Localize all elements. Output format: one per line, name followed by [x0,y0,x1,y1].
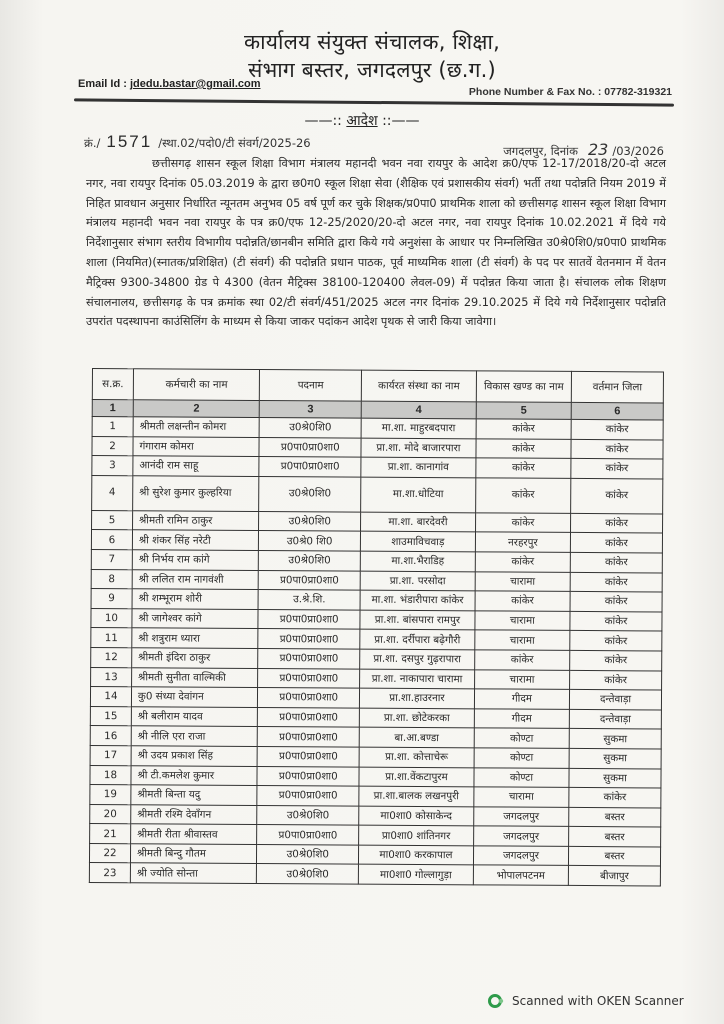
scanner-watermark [488,993,684,1009]
ref-prefix: क्रं./ [84,136,101,150]
cell-employee-name: श्रीमती रामिन ठाकुर [132,511,259,531]
cell-designation: उ0श्रे0शि0 [257,805,359,825]
office-title-line2: संभाग बस्तर, जगदलपुर (छ.ग.) [248,58,496,82]
cell-block: जगदलपुर [474,807,569,827]
cell-institution: मा0शा0 गोल्लागुड़ा [358,865,473,885]
email-label: Email Id : [78,78,127,90]
cell-district: कांकेर [571,439,663,459]
header-designation: पदनाम [260,370,362,402]
table-header-row [92,369,663,403]
cell-institution: मा.शा.धोटिया [361,477,476,513]
cell-serial: 20 [90,804,131,824]
cell-designation: प्र0पा0प्रा0शा0 [257,786,359,806]
cell-block: जगदलपुर [473,846,568,866]
cell-district: कांकेर [570,552,662,572]
cell-district: दन्तेवाड़ा [569,709,661,729]
cell-employee-name: श्री नीलि एरा राजा [131,726,258,746]
cell-serial: 11 [91,628,132,648]
cell-institution: मा.शा. बारदेवरी [361,512,476,532]
heading-dash-left: ——:: [304,113,347,129]
cell-serial: 10 [91,608,132,628]
cell-serial: 3 [92,456,133,476]
cell-district: कांकेर [570,592,662,612]
cell-institution: प्रा.शा. बांसपारा रामपुर [360,610,475,630]
cell-designation: प्र0पा0प्रा0शा0 [259,437,361,457]
cell-block: कांकेर [475,552,570,572]
date-day-handwritten: 23 [587,140,609,159]
order-body-paragraph: छत्तीसगढ़ शासन स्कूल शिक्षा विभाग मंत्रालय महानदी भवन नवा रायपुर के आदेश क्र0/एफ 12-17/2018/20-दो अटल नगर, नवा रायपुर दिनांक 05.03.2019 के द्वारा छ0ग0 स्कूल शिक्षा सेवा (शैक्षिक एवं प्रशासकीय संवर्ग) भर्ती तथा पदोन्नति नियम 2019 में निहित प्रावधान अनुसार निर्धारित न्यूनतम अनुभव 05 वर्ष पूर्ण कर चुके शिक्षक/प्र0पा0 प्राथमिक शाला को छत्तीसगढ़ शासन स्कूल शिक्षा विभाग मंत्रालय महानदी भवन नवा रायपुर के पत्र क्र0/एफ 12-25/2020/20-दो अटल नगर, नवा रायपुर दिनांक 10.02.2021 में दिये गये निर्देशानुसार संभाग स्तरीय विभागीय पदोन्नति/छानबीन समिति द्वारा किये गये अनुशंसा के आधार पर निम्नलिखित उ0श्रे0शि0/प्र0पा0 प्राथमिक शाला (नियमित)(स्नातक/प्रशिक्षित) (टी संवर्ग) की पदोन्नति प्रधान पाठक, पूर्व माध्यमिक शाला (टी संवर्ग) के पद पर सातवें वेतनमान में वेतन मैट्रिक्स 9300-34800 ग्रेड पे 4300 (वेतन मैट्रिक्स 38100-120400 लेवल-09) में पदोन्नत किया जाता है। संचालक लोक शिक्षण संचालनालय, छत्तीसगढ़ के पत्र क्रमांक स्था 02/टी संवर्ग/451/2025 अटल नगर दिनांक 29.10.2025 में दिये गये निर्देशानुसार पदोन्नति उपरांत पदस्थापना काउंसिलिंग के माध्यम से किया जाकर पदांकन आदेश पृथक से जारी किया जावेगा। [86,157,666,329]
cell-institution: मा0शा0 करकापाल [359,845,474,865]
cell-institution: मा.शा. भंडारीपारा कांकेर [360,590,475,610]
cell-district: कांकेर [570,533,662,553]
place-date-label: जगदलपुर, दिनांक [503,144,578,158]
cell-designation: प्र0पा0प्रा0शा0 [257,746,359,766]
cell-block: गीदम [474,709,569,729]
cell-employee-name: श्री उदय प्रकाश सिंह [131,746,258,766]
cell-district: कांकेर [570,611,662,631]
cell-district: कांकेर [569,788,661,808]
cell-block: कोण्टा [474,748,569,768]
cell-serial: 6 [91,530,132,550]
cell-district: कांकेर [570,631,662,651]
oken-scanner-logo-icon [488,993,504,1009]
email-address-link[interactable]: jdedu.bastar@gmail.com [129,78,261,90]
cell-serial: 15 [90,706,131,726]
cell-designation: उ0श्रे0शि0 [260,418,362,438]
column-number: 1 [92,400,133,417]
cell-block: चारामा [475,571,570,591]
cell-designation: उ0श्रे0शि0 [259,476,361,512]
cell-district: कांकेर [570,650,662,670]
cell-serial: 5 [92,510,133,530]
cell-district: कांकेर [571,459,663,479]
cell-employee-name: कु0 संध्या देवांगन [131,687,258,707]
cell-district: सुकमा [569,729,661,749]
cell-block: कांकेर [476,458,571,478]
order-heading-text: आदेश [346,113,378,129]
cell-employee-name: श्रीमती रीता श्रीवास्तव [131,824,258,844]
cell-employee-name: आनंदी राम साहू [133,456,260,476]
cell-designation: उ0श्रे0शि0 [259,511,361,531]
cell-district: बस्तर [569,846,661,866]
cell-institution: प्रा.शा. छोटेकरका [359,708,474,728]
cell-designation: उ0श्रे0शि0 [259,550,361,570]
cell-block: कांकेर [476,438,571,458]
cell-district: कांकेर [571,513,663,533]
ref-number-handwritten: 1571 [106,132,153,151]
cell-designation: प्र0पा0प्रा0शा0 [259,457,361,477]
cell-block: गीदम [474,689,569,709]
cell-institution: प्रा.शा. परसोदा [360,571,475,591]
cell-serial: 22 [89,843,130,863]
cell-designation: प्र0पा0प्रा0शा0 [259,570,361,590]
cell-employee-name: श्री टी.कमलेश कुमार [131,765,258,785]
cell-serial: 4 [92,475,133,510]
cell-designation: प्र0पा0प्रा0शा0 [258,648,360,668]
column-number: 4 [361,401,476,419]
cell-employee-name: श्री सुरेश कुमार कुल्हरिया [133,476,260,512]
column-number: 5 [476,402,571,420]
cell-block: कांकेर [475,478,570,514]
cell-block: जगदलपुर [473,826,568,846]
cell-block: चारामा [474,669,569,689]
cell-serial: 2 [92,436,133,456]
cell-designation: प्र0पा0प्रा0शा0 [258,707,360,727]
cell-employee-name: श्री जागेश्वर कांगे [132,608,259,628]
cell-block: भोपालपटनम [473,865,568,885]
cell-institution: प्रा.शा. दर्रीपारा बढ़ेगौरी [360,629,475,649]
cell-designation: प्र0पा0प्रा0शा0 [257,766,359,786]
cell-district: बस्तर [569,827,661,847]
cell-institution: प्रा.शा. नाकापारा चारामा [360,669,475,689]
phone-number: 07782-319321 [604,86,672,98]
cell-district: सुकमा [569,748,661,768]
cell-designation: उ0श्रे0 शि0 [259,531,361,551]
cell-serial: 12 [91,647,132,667]
promotion-list-table [89,368,664,887]
cell-block: चारामा [475,630,570,650]
cell-block: कांकेर [474,650,569,670]
cell-institution: प्रा.शा. मोदे बाजारपारा [361,438,476,458]
cell-district: कांकेर [571,419,663,439]
cell-block: कांकेर [475,591,570,611]
cell-designation: प्र0पा0प्रा0शा0 [258,727,360,747]
cell-designation: उ.श्रे.शि. [258,590,360,610]
cell-employee-name: श्रीमती रश्मि देवाँगन [131,804,258,824]
cell-institution: प्रा0शा0 शांतिनगर [359,825,474,845]
cell-block: कोण्टा [474,767,569,787]
column-number: 3 [260,401,362,419]
ref-suffix: /स्था.02/पदो0/टी संवर्ग/2025-26 [158,136,311,150]
cell-institution: प्रा.शा.हाउरनार [360,688,475,708]
cell-district: कांकेर [570,572,662,592]
cell-district: बस्तर [569,807,661,827]
email-line [78,78,261,90]
cell-institution: बा.आ.बण्डा [359,727,474,747]
cell-designation: प्र0पा0प्रा0शा0 [258,668,360,688]
cell-employee-name: श्री शत्रुराम ध्यारा [132,628,259,648]
cell-district: कांकेर [571,478,663,514]
order-reference [84,132,311,152]
cell-institution: प्रा.शा.बालक लखनपुरी [359,786,474,806]
header-serial: स.क्र. [92,369,133,400]
cell-employee-name: श्रीमती इंदिरा ठाकुर [132,648,259,668]
cell-institution: मा0शा0 कोसाकेन्द [359,806,474,826]
cell-serial: 9 [91,589,132,609]
cell-employee-name: श्रीमती लक्षन्तीन कोमरा [133,417,260,437]
cell-serial: 13 [91,667,132,687]
header-institution: कार्यरत संस्था का नाम [361,370,476,402]
cell-employee-name: श्री ज्योति सोन्ता [130,863,257,883]
table-row [92,475,663,513]
cell-serial: 14 [90,687,131,707]
cell-block: कांकेर [475,513,570,533]
date-month-year: /03/2026 [612,144,664,158]
cell-serial: 16 [90,726,131,746]
scanner-watermark-text: Scanned with OKEN Scanner [512,994,684,1008]
cell-block: चारामा [474,787,569,807]
cell-block: नरहरपुर [475,532,570,552]
cell-serial: 7 [91,549,132,569]
office-title-line1: कार्यालय संयुक्त संचालक, शिक्षा, [244,30,500,54]
cell-institution: मा.शा. माहुरबदपारा [361,418,476,438]
header-employee-name: कर्मचारी का नाम [133,369,260,401]
header-district: वर्तमान जिला [571,371,663,403]
column-number: 6 [571,402,663,420]
cell-district: सुकमा [569,768,661,788]
cell-block: चारामा [475,611,570,631]
cell-employee-name: श्रीमती सुनीता वाल्मिकी [132,667,259,687]
cell-employee-name: गंगाराम कोमरा [133,436,260,456]
cell-serial: 18 [90,765,131,785]
cell-designation: उ0श्रे0शि0 [257,844,359,864]
column-number: 2 [133,400,260,418]
cell-employee-name: श्रीमती बिन्दु गौतम [130,844,257,864]
cell-employee-name: श्री शम्भूराम शोरी [132,589,259,609]
cell-block: कांकेर [476,419,571,439]
cell-designation: प्र0पा0प्रा0शा0 [258,609,360,629]
cell-block: कोण्टा [474,728,569,748]
cell-institution: मा.शा.भैराडिह [360,551,475,571]
phone-label: Phone Number & Fax No. : [468,86,602,98]
cell-serial: 23 [89,863,130,883]
cell-institution: प्रा.शा. कोत्ताचेरू [359,747,474,767]
table-row [89,863,660,886]
phone-fax-line [469,86,672,98]
cell-serial: 1 [92,417,133,437]
cell-institution: प्रा.शा. दसपुर गुढ़रापारा [360,649,475,669]
cell-institution: प्रा.शा. कानागांव [361,457,476,477]
cell-serial: 21 [90,824,131,844]
cell-employee-name: श्री शंकर सिंह नरेटी [132,530,259,550]
cell-serial: 8 [91,569,132,589]
cell-district: दन्तेवाड़ा [569,690,661,710]
cell-employee-name: श्री निर्भय राम कांगे [132,550,259,570]
cell-designation: प्र0पा0प्रा0शा0 [258,688,360,708]
order-heading [0,111,724,130]
cell-serial: 19 [90,785,131,805]
cell-designation: प्र0पा0प्रा0शा0 [258,629,360,649]
letterhead-divider [74,98,674,106]
cell-designation: उ0श्रे0शि0 [257,864,359,884]
cell-institution: प्रा.शा.वेंकटापुरम [359,767,474,787]
cell-employee-name: श्रीमती बिन्ता यदु [131,785,258,805]
cell-district: कांकेर [570,670,662,690]
cell-serial: 17 [90,745,131,765]
cell-institution: शाउमाविचवाड़ [360,532,475,552]
cell-employee-name: श्री ललित राम नागवंशी [132,569,259,589]
cell-employee-name: श्री बलीराम यादव [131,706,258,726]
cell-district: बीजापुर [568,866,660,886]
cell-designation: प्र0पा0प्रा0शा0 [257,825,359,845]
heading-dash-right: ::—— [377,113,420,129]
header-block: विकास खण्ड का नाम [476,371,571,403]
